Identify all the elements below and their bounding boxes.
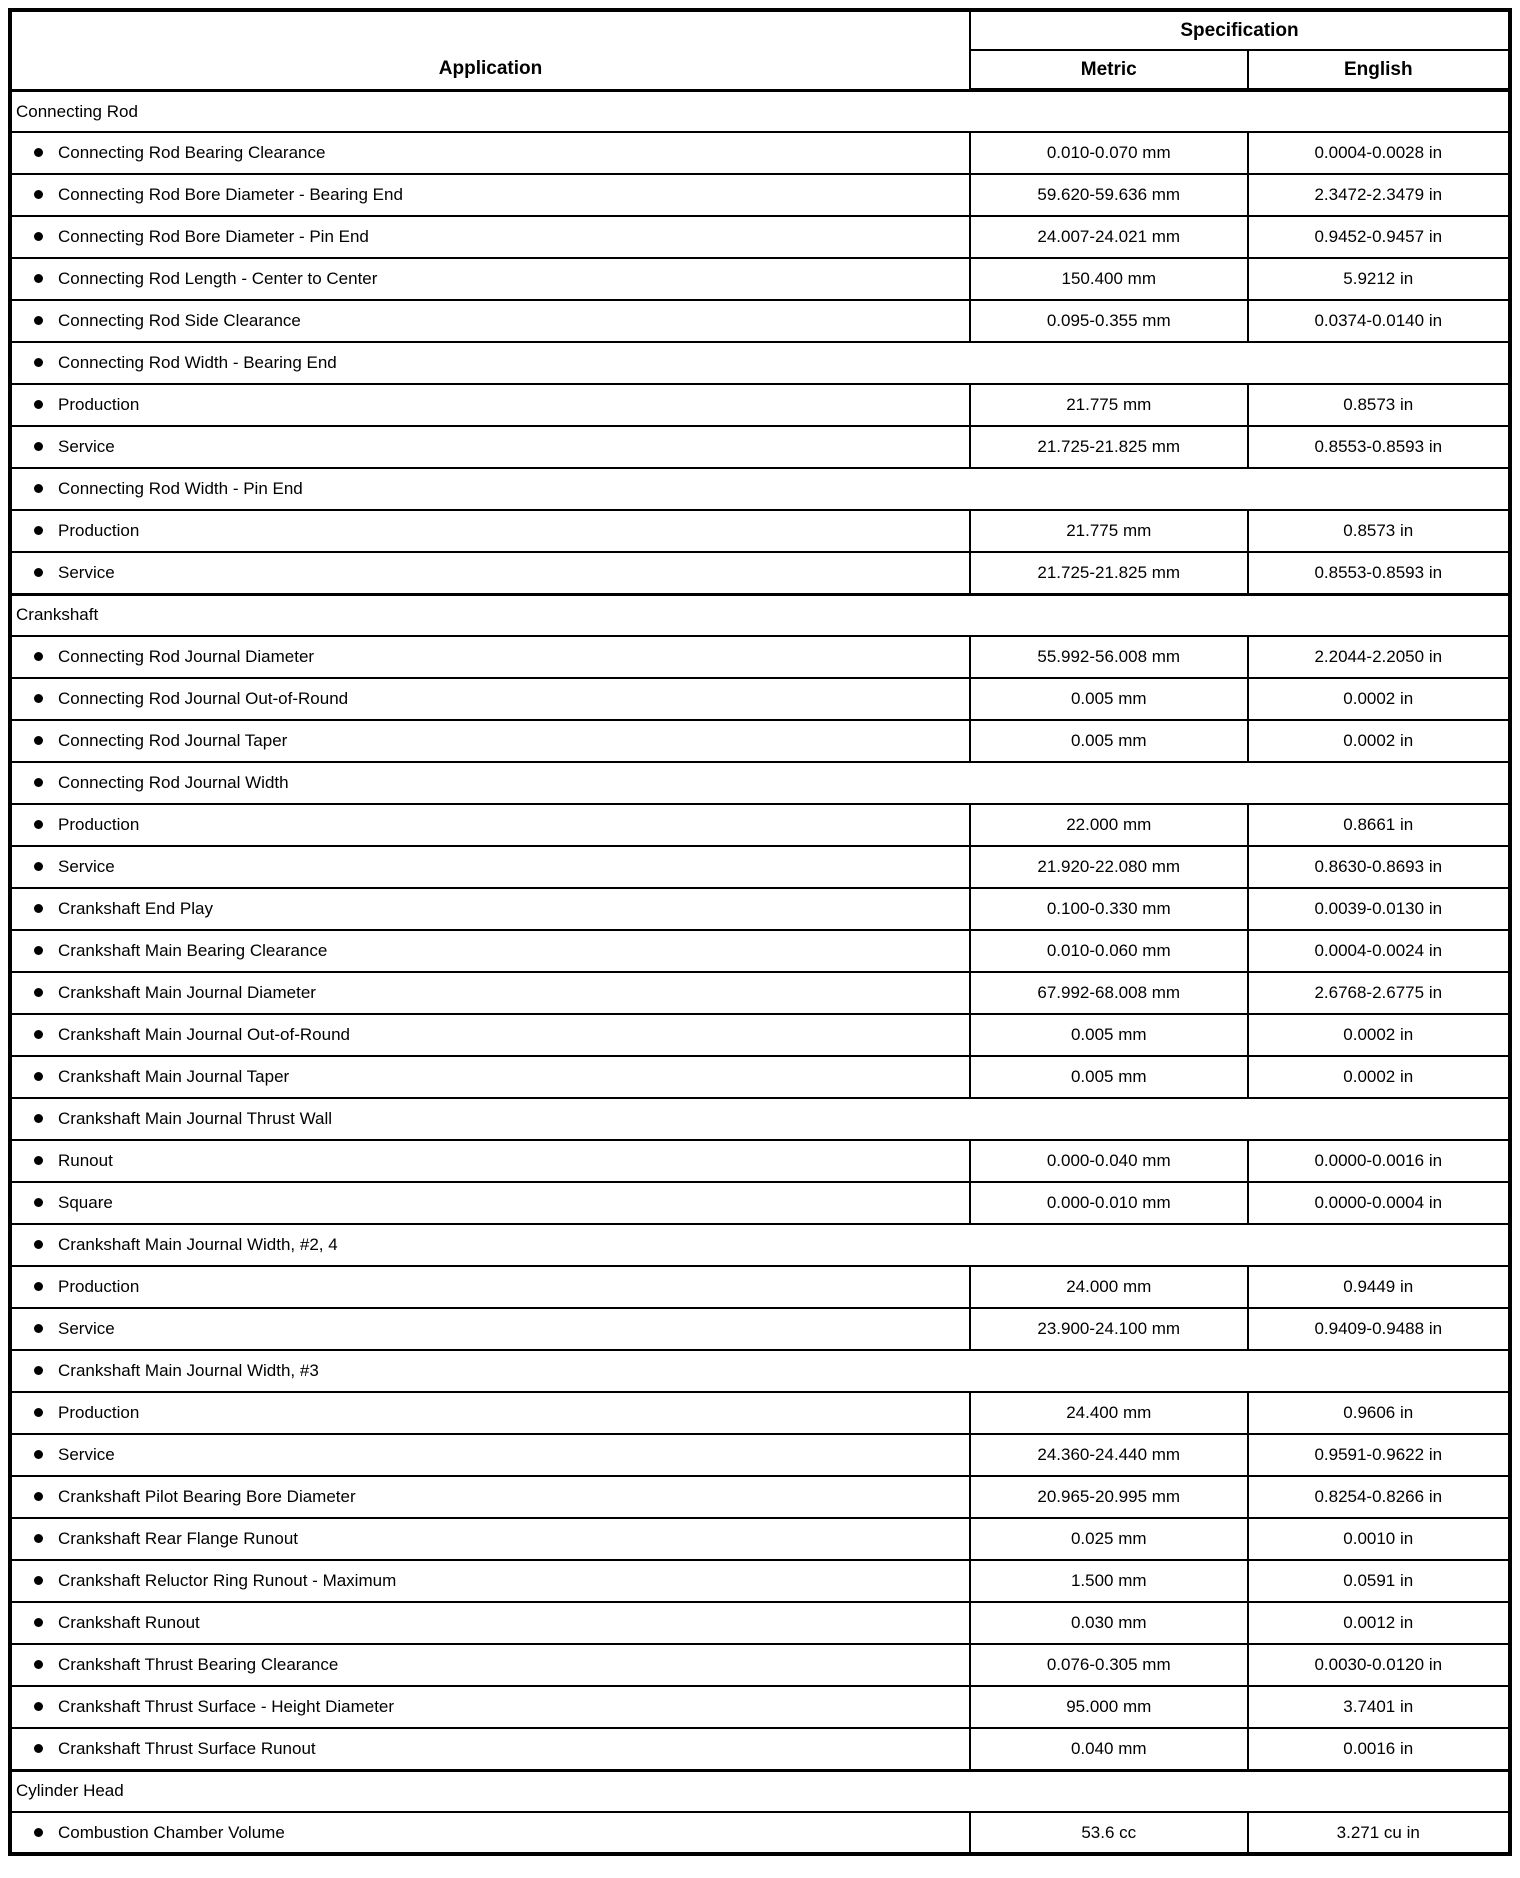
application-cell	[10, 132, 970, 174]
metric-value-cell: 0.000-0.040 mm	[970, 1140, 1248, 1182]
header-row-specification	[10, 10, 1510, 50]
application-cell	[10, 1014, 970, 1056]
section-row	[10, 594, 1510, 636]
english-value-cell: 0.0012 in	[1248, 1602, 1511, 1644]
table-row	[10, 678, 1510, 720]
english-value-cell: 0.8254-0.8266 in	[1248, 1476, 1511, 1518]
table-row	[10, 1602, 1510, 1644]
metric-value-cell: 21.775 mm	[970, 510, 1248, 552]
application-label: Crankshaft End Play	[58, 899, 213, 918]
metric-value-cell: 24.000 mm	[970, 1266, 1248, 1308]
bullet-icon	[34, 1114, 43, 1123]
metric-value-cell: 0.076-0.305 mm	[970, 1644, 1248, 1686]
metric-value-cell: 53.6 cc	[970, 1812, 1248, 1854]
bullet-icon	[34, 274, 43, 283]
application-label: Crankshaft Main Journal Width, #3	[58, 1361, 319, 1380]
table-row	[10, 930, 1510, 972]
table-row	[10, 1560, 1510, 1602]
application-cell	[10, 1560, 970, 1602]
application-cell	[10, 1434, 970, 1476]
english-value-cell: 0.0004-0.0028 in	[1248, 132, 1511, 174]
application-label: Connecting Rod Journal Out-of-Round	[58, 689, 349, 708]
table-row	[10, 552, 1510, 594]
application-cell	[10, 1266, 970, 1308]
bullet-icon	[34, 1618, 43, 1627]
application-label: Service	[58, 1445, 115, 1464]
application-label: Crankshaft Reluctor Ring Runout - Maximum	[58, 1571, 397, 1590]
column-header-metric: Metric	[970, 50, 1248, 90]
application-cell	[10, 1182, 970, 1224]
metric-value-cell: 0.040 mm	[970, 1728, 1248, 1770]
table-row	[10, 1644, 1510, 1686]
group-label	[10, 342, 1510, 384]
english-value-cell: 0.8630-0.8693 in	[1248, 846, 1511, 888]
english-value-cell: 3.7401 in	[1248, 1686, 1511, 1728]
metric-value-cell: 55.992-56.008 mm	[970, 636, 1248, 678]
english-value-cell: 0.0030-0.0120 in	[1248, 1644, 1511, 1686]
application-label: Connecting Rod Journal Diameter	[58, 647, 315, 666]
table-row	[10, 846, 1510, 888]
bullet-icon	[34, 694, 43, 703]
table-row	[10, 720, 1510, 762]
application-label: Crankshaft Rear Flange Runout	[58, 1529, 299, 1548]
metric-value-cell: 0.005 mm	[970, 1056, 1248, 1098]
metric-value-cell: 0.010-0.070 mm	[970, 132, 1248, 174]
application-label: Production	[58, 1277, 140, 1296]
bullet-icon	[34, 526, 43, 535]
bullet-icon	[34, 568, 43, 577]
metric-value-cell: 59.620-59.636 mm	[970, 174, 1248, 216]
application-label: Crankshaft Main Bearing Clearance	[58, 941, 328, 960]
application-cell	[10, 1602, 970, 1644]
bullet-icon	[34, 946, 43, 955]
table-row	[10, 1518, 1510, 1560]
application-cell	[10, 846, 970, 888]
table-row	[10, 300, 1510, 342]
bullet-icon	[34, 1324, 43, 1333]
table-row	[10, 1182, 1510, 1224]
application-label: Service	[58, 857, 115, 876]
table-row	[10, 636, 1510, 678]
table-row	[10, 888, 1510, 930]
bullet-icon	[34, 442, 43, 451]
table-row	[10, 216, 1510, 258]
group-row	[10, 468, 1510, 510]
metric-value-cell: 24.007-24.021 mm	[970, 216, 1248, 258]
bullet-icon	[34, 988, 43, 997]
english-value-cell: 0.0002 in	[1248, 1014, 1511, 1056]
application-cell	[10, 426, 970, 468]
group-label	[10, 1350, 1510, 1392]
english-value-cell: 0.8553-0.8593 in	[1248, 426, 1511, 468]
metric-value-cell: 21.725-21.825 mm	[970, 552, 1248, 594]
application-label: Crankshaft Runout	[58, 1613, 200, 1632]
bullet-icon	[34, 358, 43, 367]
application-label: Crankshaft Main Journal Thrust Wall	[58, 1109, 332, 1128]
table-row	[10, 1056, 1510, 1098]
bullet-icon	[34, 232, 43, 241]
english-value-cell: 5.9212 in	[1248, 258, 1511, 300]
application-cell	[10, 216, 970, 258]
application-label: Crankshaft Main Journal Width, #2, 4	[58, 1235, 338, 1254]
application-cell	[10, 510, 970, 552]
metric-value-cell: 0.010-0.060 mm	[970, 930, 1248, 972]
bullet-icon	[34, 148, 43, 157]
metric-value-cell: 95.000 mm	[970, 1686, 1248, 1728]
application-label: Connecting Rod Bearing Clearance	[58, 143, 326, 162]
group-label	[10, 1224, 1510, 1266]
table-row	[10, 1728, 1510, 1770]
english-value-cell: 0.0002 in	[1248, 720, 1511, 762]
english-value-cell: 0.0374-0.0140 in	[1248, 300, 1511, 342]
table-row	[10, 1266, 1510, 1308]
english-value-cell: 0.0002 in	[1248, 678, 1511, 720]
metric-value-cell: 1.500 mm	[970, 1560, 1248, 1602]
table-row	[10, 426, 1510, 468]
group-row	[10, 1098, 1510, 1140]
application-label: Connecting Rod Width - Pin End	[58, 479, 303, 498]
table-row	[10, 510, 1510, 552]
metric-value-cell: 22.000 mm	[970, 804, 1248, 846]
application-label: Service	[58, 1319, 115, 1338]
english-value-cell: 2.2044-2.2050 in	[1248, 636, 1511, 678]
application-cell	[10, 1140, 970, 1182]
bullet-icon	[34, 1282, 43, 1291]
english-value-cell: 0.8661 in	[1248, 804, 1511, 846]
table-row	[10, 1392, 1510, 1434]
bullet-icon	[34, 652, 43, 661]
english-value-cell: 0.0002 in	[1248, 1056, 1511, 1098]
bullet-icon	[34, 1534, 43, 1543]
bullet-icon	[34, 1072, 43, 1081]
group-row	[10, 1350, 1510, 1392]
section-label: Connecting Rod	[10, 90, 1510, 132]
application-cell	[10, 804, 970, 846]
application-label: Square	[58, 1193, 113, 1212]
application-label: Combustion Chamber Volume	[58, 1822, 285, 1842]
english-value-cell: 0.9591-0.9622 in	[1248, 1434, 1511, 1476]
bullet-icon	[34, 1744, 43, 1753]
application-cell	[10, 1392, 970, 1434]
metric-value-cell: 0.005 mm	[970, 1014, 1248, 1056]
english-value-cell: 0.9449 in	[1248, 1266, 1511, 1308]
metric-value-cell: 20.965-20.995 mm	[970, 1476, 1248, 1518]
bullet-icon	[34, 1576, 43, 1585]
application-cell	[10, 636, 970, 678]
application-cell	[10, 384, 970, 426]
application-label: Connecting Rod Length - Center to Center	[58, 269, 378, 288]
application-cell	[10, 1812, 970, 1854]
application-label: Crankshaft Main Journal Diameter	[58, 983, 316, 1002]
bullet-icon	[34, 1030, 43, 1039]
table-row	[10, 1476, 1510, 1518]
metric-value-cell: 150.400 mm	[970, 258, 1248, 300]
application-cell	[10, 552, 970, 594]
application-cell	[10, 258, 970, 300]
application-label: Connecting Rod Journal Taper	[58, 731, 288, 750]
bullet-icon	[34, 400, 43, 409]
metric-value-cell: 0.000-0.010 mm	[970, 1182, 1248, 1224]
group-label	[10, 1098, 1510, 1140]
metric-value-cell: 21.725-21.825 mm	[970, 426, 1248, 468]
column-header-application: Application	[10, 10, 970, 90]
bullet-icon	[34, 1156, 43, 1165]
application-label: Crankshaft Thrust Bearing Clearance	[58, 1655, 339, 1674]
table-row	[10, 1140, 1510, 1182]
english-value-cell: 0.0016 in	[1248, 1728, 1511, 1770]
bullet-icon	[34, 1702, 43, 1711]
bullet-icon	[34, 1828, 43, 1837]
column-header-specification: Specification	[970, 10, 1510, 50]
application-label: Crankshaft Thrust Surface Runout	[58, 1738, 316, 1758]
bullet-icon	[34, 1198, 43, 1207]
english-value-cell: 0.0039-0.0130 in	[1248, 888, 1511, 930]
application-cell	[10, 300, 970, 342]
english-value-cell: 0.9606 in	[1248, 1392, 1511, 1434]
bullet-icon	[34, 862, 43, 871]
application-cell	[10, 1056, 970, 1098]
english-value-cell: 0.9409-0.9488 in	[1248, 1308, 1511, 1350]
application-cell	[10, 1308, 970, 1350]
bullet-icon	[34, 1660, 43, 1669]
group-row	[10, 342, 1510, 384]
english-value-cell: 0.0010 in	[1248, 1518, 1511, 1560]
metric-value-cell: 0.030 mm	[970, 1602, 1248, 1644]
application-cell	[10, 1728, 970, 1770]
application-label: Connecting Rod Journal Width	[58, 773, 289, 792]
group-label	[10, 762, 1510, 804]
metric-value-cell: 0.095-0.355 mm	[970, 300, 1248, 342]
bullet-icon	[34, 778, 43, 787]
english-value-cell: 2.3472-2.3479 in	[1248, 174, 1511, 216]
application-cell	[10, 1686, 970, 1728]
section-label: Cylinder Head	[10, 1770, 1510, 1812]
table-row	[10, 1014, 1510, 1056]
group-row	[10, 762, 1510, 804]
english-value-cell: 0.8553-0.8593 in	[1248, 552, 1511, 594]
column-header-english: English	[1248, 50, 1511, 90]
section-row	[10, 1770, 1510, 1812]
application-cell	[10, 972, 970, 1014]
english-value-cell: 0.0000-0.0004 in	[1248, 1182, 1511, 1224]
bullet-icon	[34, 736, 43, 745]
table-body	[10, 90, 1510, 1854]
application-label: Production	[58, 815, 140, 834]
bullet-icon	[34, 1450, 43, 1459]
metric-value-cell: 0.005 mm	[970, 720, 1248, 762]
group-label	[10, 468, 1510, 510]
bullet-icon	[34, 190, 43, 199]
table-row	[10, 384, 1510, 426]
application-label: Production	[58, 1403, 140, 1422]
table-row	[10, 258, 1510, 300]
application-label: Connecting Rod Width - Bearing End	[58, 353, 337, 372]
bullet-icon	[34, 820, 43, 829]
application-label: Connecting Rod Bore Diameter - Pin End	[58, 227, 369, 246]
application-label: Connecting Rod Bore Diameter - Bearing End	[58, 185, 403, 204]
metric-value-cell: 24.400 mm	[970, 1392, 1248, 1434]
english-value-cell: 0.8573 in	[1248, 510, 1511, 552]
english-value-cell: 2.6768-2.6775 in	[1248, 972, 1511, 1014]
application-label: Production	[58, 395, 140, 414]
table-row	[10, 972, 1510, 1014]
bullet-icon	[34, 1492, 43, 1501]
application-cell	[10, 1476, 970, 1518]
group-row	[10, 1224, 1510, 1266]
application-label: Crankshaft Pilot Bearing Bore Diameter	[58, 1487, 356, 1506]
application-label: Production	[58, 521, 140, 540]
application-cell	[10, 174, 970, 216]
application-label: Crankshaft Main Journal Out-of-Round	[58, 1025, 350, 1044]
application-cell	[10, 930, 970, 972]
table-row	[10, 1308, 1510, 1350]
english-value-cell: 0.0000-0.0016 in	[1248, 1140, 1511, 1182]
table-row	[10, 174, 1510, 216]
section-row	[10, 90, 1510, 132]
english-value-cell: 3.271 cu in	[1248, 1812, 1511, 1854]
application-label: Connecting Rod Side Clearance	[58, 311, 301, 330]
bullet-icon	[34, 484, 43, 493]
metric-value-cell: 21.775 mm	[970, 384, 1248, 426]
table-row	[10, 1686, 1510, 1728]
application-cell	[10, 678, 970, 720]
metric-value-cell: 23.900-24.100 mm	[970, 1308, 1248, 1350]
english-value-cell: 0.0004-0.0024 in	[1248, 930, 1511, 972]
application-cell	[10, 1518, 970, 1560]
english-value-cell: 0.9452-0.9457 in	[1248, 216, 1511, 258]
section-label: Crankshaft	[10, 594, 1510, 636]
metric-value-cell: 67.992-68.008 mm	[970, 972, 1248, 1014]
table-row	[10, 1812, 1510, 1854]
application-cell	[10, 888, 970, 930]
application-cell	[10, 1644, 970, 1686]
metric-value-cell: 24.360-24.440 mm	[970, 1434, 1248, 1476]
english-value-cell: 0.8573 in	[1248, 384, 1511, 426]
application-label: Runout	[58, 1151, 113, 1170]
bullet-icon	[34, 1408, 43, 1417]
english-value-cell: 0.0591 in	[1248, 1560, 1511, 1602]
metric-value-cell: 21.920-22.080 mm	[970, 846, 1248, 888]
bullet-icon	[34, 1240, 43, 1249]
application-label: Crankshaft Thrust Surface - Height Diameter	[58, 1697, 395, 1716]
table-row	[10, 804, 1510, 846]
application-label: Service	[58, 562, 115, 582]
table-row	[10, 1434, 1510, 1476]
application-cell	[10, 720, 970, 762]
engine-specification-table	[8, 8, 1512, 1856]
metric-value-cell: 0.100-0.330 mm	[970, 888, 1248, 930]
bullet-icon	[34, 904, 43, 913]
metric-value-cell: 0.005 mm	[970, 678, 1248, 720]
table-header	[10, 10, 1510, 90]
application-label: Crankshaft Main Journal Taper	[58, 1067, 290, 1086]
table-row	[10, 132, 1510, 174]
bullet-icon	[34, 1366, 43, 1375]
metric-value-cell: 0.025 mm	[970, 1518, 1248, 1560]
bullet-icon	[34, 316, 43, 325]
application-label: Service	[58, 437, 115, 456]
